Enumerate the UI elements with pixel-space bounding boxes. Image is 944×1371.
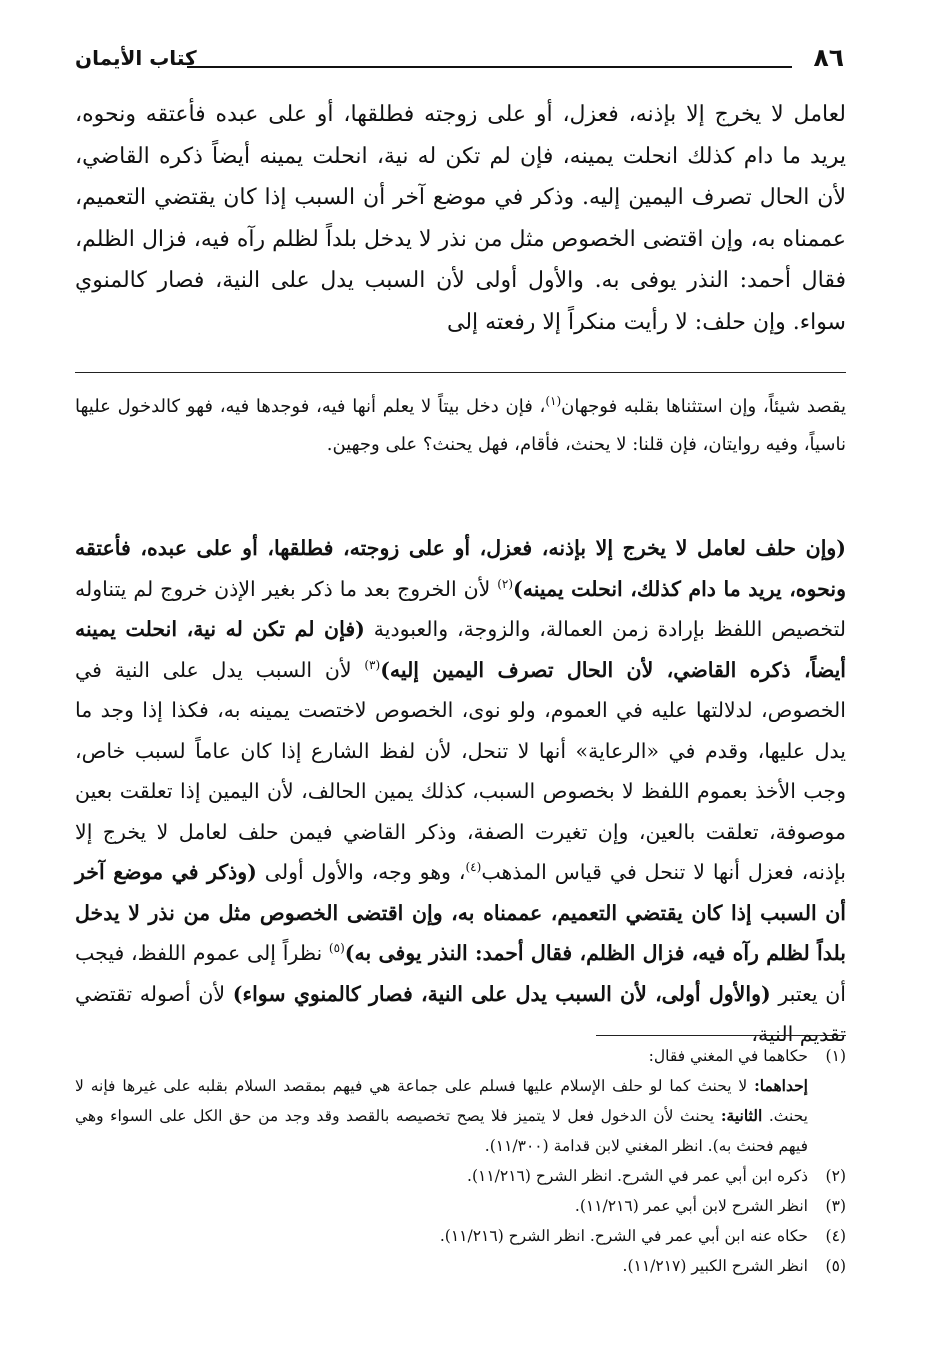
quoted-matn-3: (وذكر في موضع آخر أن السبب إذا كان يقتضي التعميم، عممناه به، وإن اقتضى الخصوص مثل من نذر لا يدخل بلداً لظلم رآه فيه، فزال الظلم، فقال أحمد: النذر يوفى به) — [75, 860, 846, 965]
footnote-number: (٢) — [825, 1167, 846, 1185]
footnote-4 — [75, 1221, 846, 1251]
footnote-number: (٥) — [825, 1257, 846, 1275]
footnote-1-body — [75, 1071, 808, 1161]
footnote-1-intro: حكاهما في المغني فقال: — [648, 1047, 808, 1065]
footnote-5-text: انظر الشرح الكبير (١١/٢١٧). — [622, 1257, 808, 1275]
quoted-matn-4: (والأول أولى، لأن السبب يدل على النية، فصار كالمنوي سواء) — [232, 981, 771, 1006]
footnote-number: (١) — [825, 1047, 846, 1065]
footnote-2-text: ذكره ابن أبي عمر في الشرح. انظر الشرح (١١/٢١٦). — [467, 1167, 808, 1185]
sub-commentary-part-2: ، فإن دخل بيتاً لا يعلم أنها فيه، فوجدها فيه، فهو كالدخول عليها ناسياً، وفيه روايتان، فإن قلنا: لا يحنث، فأقام، فهل يحنث؟ على وجهين. — [75, 396, 846, 455]
explanation-3: ، وهو وجه، والأول أولى — [256, 860, 466, 884]
footnote-number: (٤) — [825, 1227, 846, 1245]
footnote-ref-4[interactable]: (٤) — [465, 860, 482, 875]
matn-text: لعامل لا يخرج إلا بإذنه، فعزل، أو على زوجته فطلقها، أو على عبده فأعتقه ونحوه، يريد ما دام كذلك انحلت يمينه، فإن لم تكن له نية، انحلت يمينه أيضاً ذكره القاضي، لأن الحال تصرف اليمين إليه. وذكر في موضع آخر أن السبب إذا كان يقتضي التعميم، عممناه به، وإن اقتضى الخصوص مثل من نذر لا يدخل بلداً لظلم رآه فيه، فزال الظلم، فقال أحمد: النذر يوفى به. والأول أولى لأن السبب يدل على النية، فصار كالمنوي سواء. وإن حلف: لا رأيت منكراً إلا رفعته إلى — [75, 102, 846, 335]
explanation-1: لأن الخروج بعد ما ذكر بغير الإذن خروج لم يتناوله لتخصيص اللفظ بإرادة زمن العمالة، والزوجة، والعبودية — [75, 576, 847, 641]
quoted-matn-2: (فإن لم تكن له نية، انحلت يمينه أيضاً، ذكره القاضي، لأن الحال تصرف اليمين إليه) — [75, 617, 847, 682]
footnote-1-text-second: يحنث لأن الدخول فعل لا يتميز فلا يصح تخصيصه بالقصد وقد وجد من حق الكل على السواء وهي فيهم فحنث به). انظر المغني لابن قدامة (١١/٣٠٠). — [75, 1107, 808, 1155]
quoted-matn-1: (وإن حلف لعامل لا يخرج إلا بإذنه، فعزل، أو على زوجته، فطلقها، أو على عبده، فأعتقه ونحوه، يريد ما دام كذلك، انحلت يمينه) — [75, 536, 846, 601]
explanation-2: لأن السبب يدل على النية في الخصوص، لدلالتها عليه في العموم، ولو نوى، الخصوص لاختصت يمينه به، فكذا إذا وجد ما يدل عليها، وقدم في «الرعاية» أنها لا تنحل، لأن لفظ الشارع إذا كان عاماً لسبب خاص، وجب الأخذ بعموم اللفظ لا بخصوص السبب، كذلك يمين الحالف، لأن اليمين إذا تعلقت بعين موصوفة، تعلقت بالعين، وإن تغيرت الصفة، وذكر القاضي فيمن حلف لعامل لا يخرج إلا بإذنه، فعزل أنها لا تنحل في قياس المذهب — [75, 657, 847, 884]
footnotes — [75, 1041, 846, 1281]
footnote-ref-2[interactable]: (٢) — [497, 576, 514, 591]
footnote-1 — [75, 1041, 846, 1161]
footnote-1-label-second: الثانية: — [720, 1106, 763, 1125]
sub-commentary-part-1: يقصد شيئاً، وإن استثناها بقلبه فوجهان — [561, 396, 846, 417]
commentary-text — [75, 528, 846, 1055]
section-divider — [75, 372, 846, 373]
footnote-1-label-first: إحداهما: — [754, 1076, 808, 1095]
footnote-3-text: انظر الشرح لابن أبي عمر (١١/٢١٦). — [574, 1197, 808, 1215]
footnote-ref-3[interactable]: (٣) — [364, 657, 381, 672]
footnote-5 — [75, 1251, 846, 1281]
footnote-4-text: حكاه عنه ابن أبي عمر في الشرح. انظر الشرح (١١/٢١٦). — [439, 1227, 808, 1245]
book-title: كتاب الأيمان — [75, 46, 197, 70]
page-number: ٨٦ — [813, 43, 844, 72]
footnote-ref-5[interactable]: (٥) — [328, 941, 345, 956]
footnote-1-text-first: لا يحنث كما لو حلف الإسلام عليها فسلم على جماعة هي فيهم بمقصد السلام بقلبه على غيرها فإنه لا يحنث. — [75, 1077, 808, 1125]
footnote-2 — [75, 1161, 846, 1191]
explanation-4: نظراً إلى عموم اللفظ، فيجب أن يعتبر — [75, 941, 847, 1006]
explanation-5: لأن أصوله تقتضي تقديم النية، — [75, 981, 846, 1046]
footnote-divider — [596, 1035, 846, 1036]
sub-commentary — [75, 388, 846, 464]
footnote-3 — [75, 1191, 846, 1221]
running-header — [75, 40, 844, 76]
header-rule — [187, 66, 792, 68]
footnote-ref-1[interactable]: (١) — [545, 394, 562, 408]
footnote-number: (٣) — [825, 1197, 846, 1215]
